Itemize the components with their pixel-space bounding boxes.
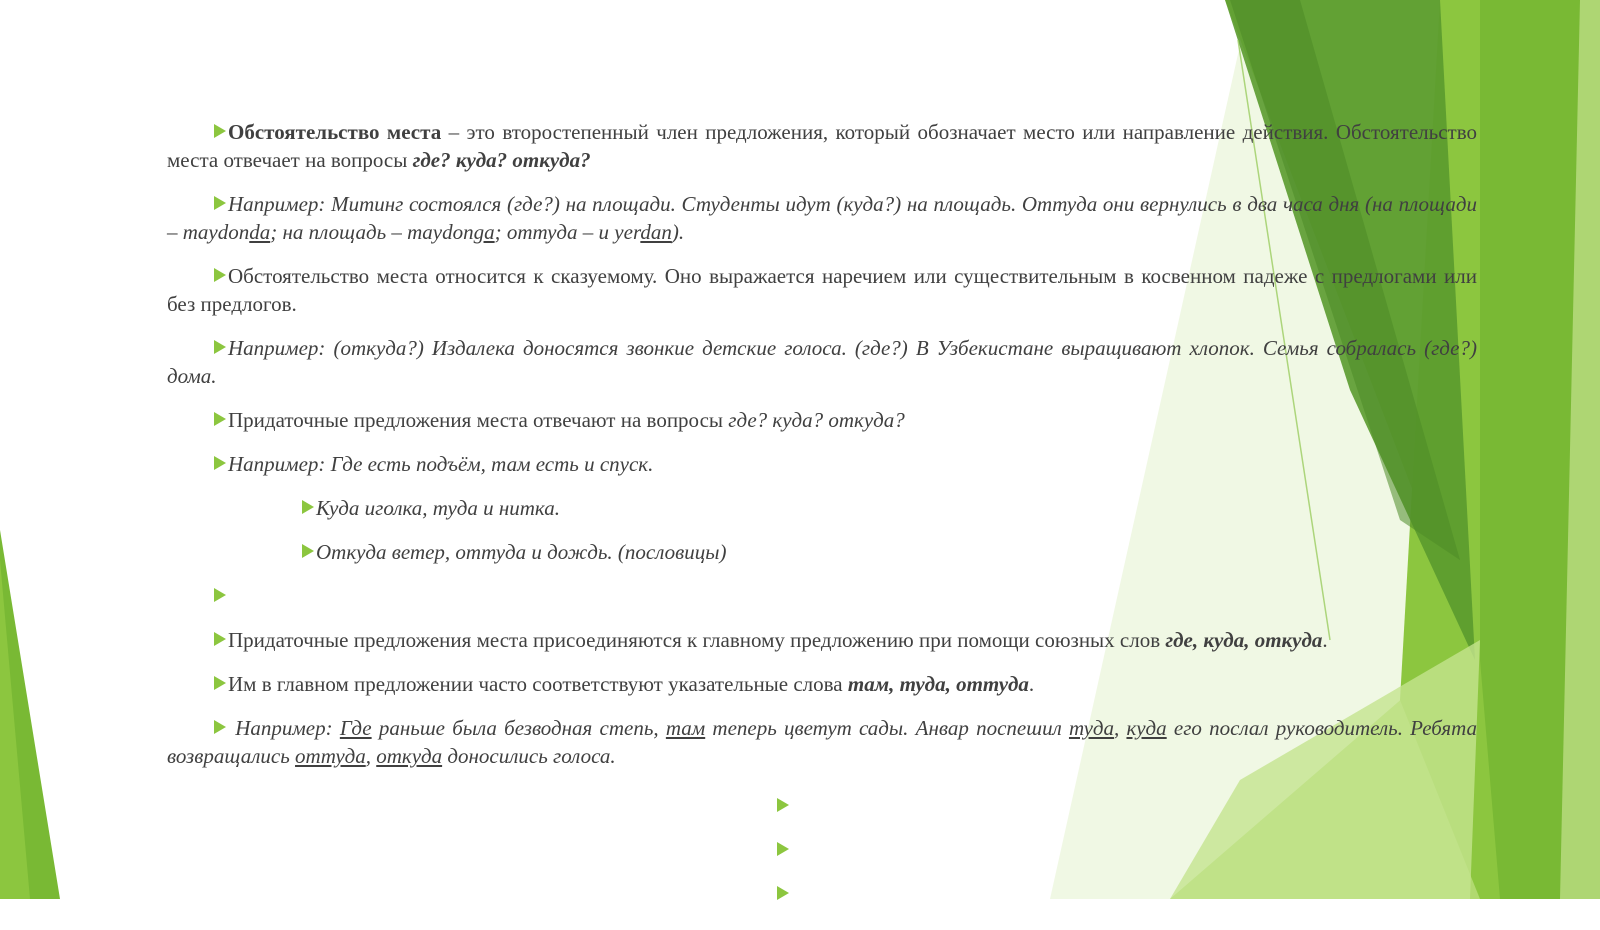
paragraph bbox=[167, 118, 1477, 174]
text-segment: . bbox=[1028, 672, 1035, 696]
text-segment: откуда bbox=[376, 744, 443, 768]
bullet-arrow-icon bbox=[777, 886, 789, 900]
text-segment: Придаточные предложения места отвечают на вопросы bbox=[228, 408, 729, 432]
trailing-bullets bbox=[777, 798, 789, 930]
paragraph bbox=[167, 406, 1477, 434]
text-segment: Например: bbox=[228, 716, 340, 740]
text-segment: туда bbox=[1068, 716, 1114, 740]
text-segment: где, куда, откуда bbox=[1165, 628, 1323, 652]
text-segment: ; оттуда – и yer bbox=[494, 220, 641, 244]
bullet-arrow-icon bbox=[214, 676, 226, 690]
text-segment: Например: (откуда?) Издалека доносятся звонкие детские голоса. (где?) В Узбекистане выращивают хлопок. Семья собралась (где?) дома. bbox=[167, 336, 1477, 388]
text-segment: оттуда bbox=[295, 744, 366, 768]
paragraph bbox=[167, 538, 1477, 566]
paragraph bbox=[167, 626, 1477, 654]
bullet-arrow-icon bbox=[214, 412, 226, 426]
bullet-arrow-icon bbox=[214, 124, 226, 138]
bullet-arrow-icon bbox=[777, 798, 789, 812]
text-segment: , bbox=[1113, 716, 1127, 740]
bullet-arrow-icon bbox=[214, 588, 226, 602]
text-segment: теперь цветут сады. Анвар поспешил bbox=[705, 716, 1069, 740]
text-segment: dan bbox=[640, 220, 672, 244]
text-segment: ). bbox=[671, 220, 685, 244]
bullet-arrow-icon bbox=[214, 268, 226, 282]
bullet-arrow-icon bbox=[302, 500, 314, 514]
text-segment: там bbox=[665, 716, 706, 740]
text-segment: Например: Где есть подъём, там есть и спуск. bbox=[228, 452, 654, 476]
bullet-arrow-icon bbox=[777, 842, 789, 856]
text-segment: , bbox=[365, 744, 377, 768]
text-segment: куда bbox=[1126, 716, 1167, 740]
bullet-arrow-icon bbox=[214, 720, 226, 734]
text-segment: – это второстепенный член предложения, который обозначает место или направление действия. Обстоятельство места отвечает на вопросы bbox=[167, 120, 1477, 172]
text-segment: где? куда? откуда? bbox=[728, 408, 905, 432]
text-segment: da bbox=[249, 220, 271, 244]
text-segment: Обстоятельство места bbox=[228, 120, 442, 144]
paragraph bbox=[167, 494, 1477, 522]
slide-content bbox=[167, 118, 1477, 786]
text-segment: его послал руководитель. Ребята возвращались bbox=[167, 716, 1478, 768]
paragraph bbox=[167, 714, 1477, 770]
text-segment: . bbox=[1322, 628, 1328, 652]
paragraph bbox=[167, 262, 1477, 318]
text-segment: Обстоятельство места относится к сказуемому. Оно выражается наречием или существительным в косвенном падеже с предлогами или без предлогов. bbox=[167, 264, 1477, 316]
paragraph bbox=[167, 190, 1477, 246]
bullet-arrow-icon bbox=[302, 544, 314, 558]
paragraph bbox=[167, 670, 1477, 698]
bullet-arrow-icon bbox=[214, 456, 226, 470]
text-segment: ; на площадь – maydon bbox=[270, 220, 474, 244]
text-segment: раньше была безводная степь, bbox=[371, 716, 666, 740]
paragraph bbox=[167, 450, 1477, 478]
bullet-arrow-icon bbox=[214, 340, 226, 354]
text-segment: Им в главном предложении часто соответствуют указательные слова bbox=[228, 672, 848, 696]
text-segment: Придаточные предложения места присоединяются к главному предложению при помощи союзных слов bbox=[228, 628, 1166, 652]
text-segment: Например: Митинг состоялся (где?) на площади. Студенты идут (куда?) на площадь. Оттуда они вернулись в два часа дня (на площади – maydon bbox=[167, 192, 1477, 244]
text-segment: Куда иголка, туда и нитка. bbox=[316, 496, 560, 520]
text-segment: Откуда ветер, оттуда и дождь. (пословицы) bbox=[316, 540, 727, 564]
paragraph bbox=[167, 582, 1477, 610]
bullet-arrow-icon bbox=[214, 196, 226, 210]
text-segment: доносились голоса. bbox=[442, 744, 616, 768]
text-segment: Где bbox=[339, 716, 372, 740]
bullet-arrow-icon bbox=[214, 632, 226, 646]
text-segment: там, туда, оттуда bbox=[847, 672, 1029, 696]
paragraph bbox=[167, 334, 1477, 390]
text-segment: ga bbox=[473, 220, 495, 244]
text-segment: где? куда? откуда? bbox=[412, 148, 591, 172]
